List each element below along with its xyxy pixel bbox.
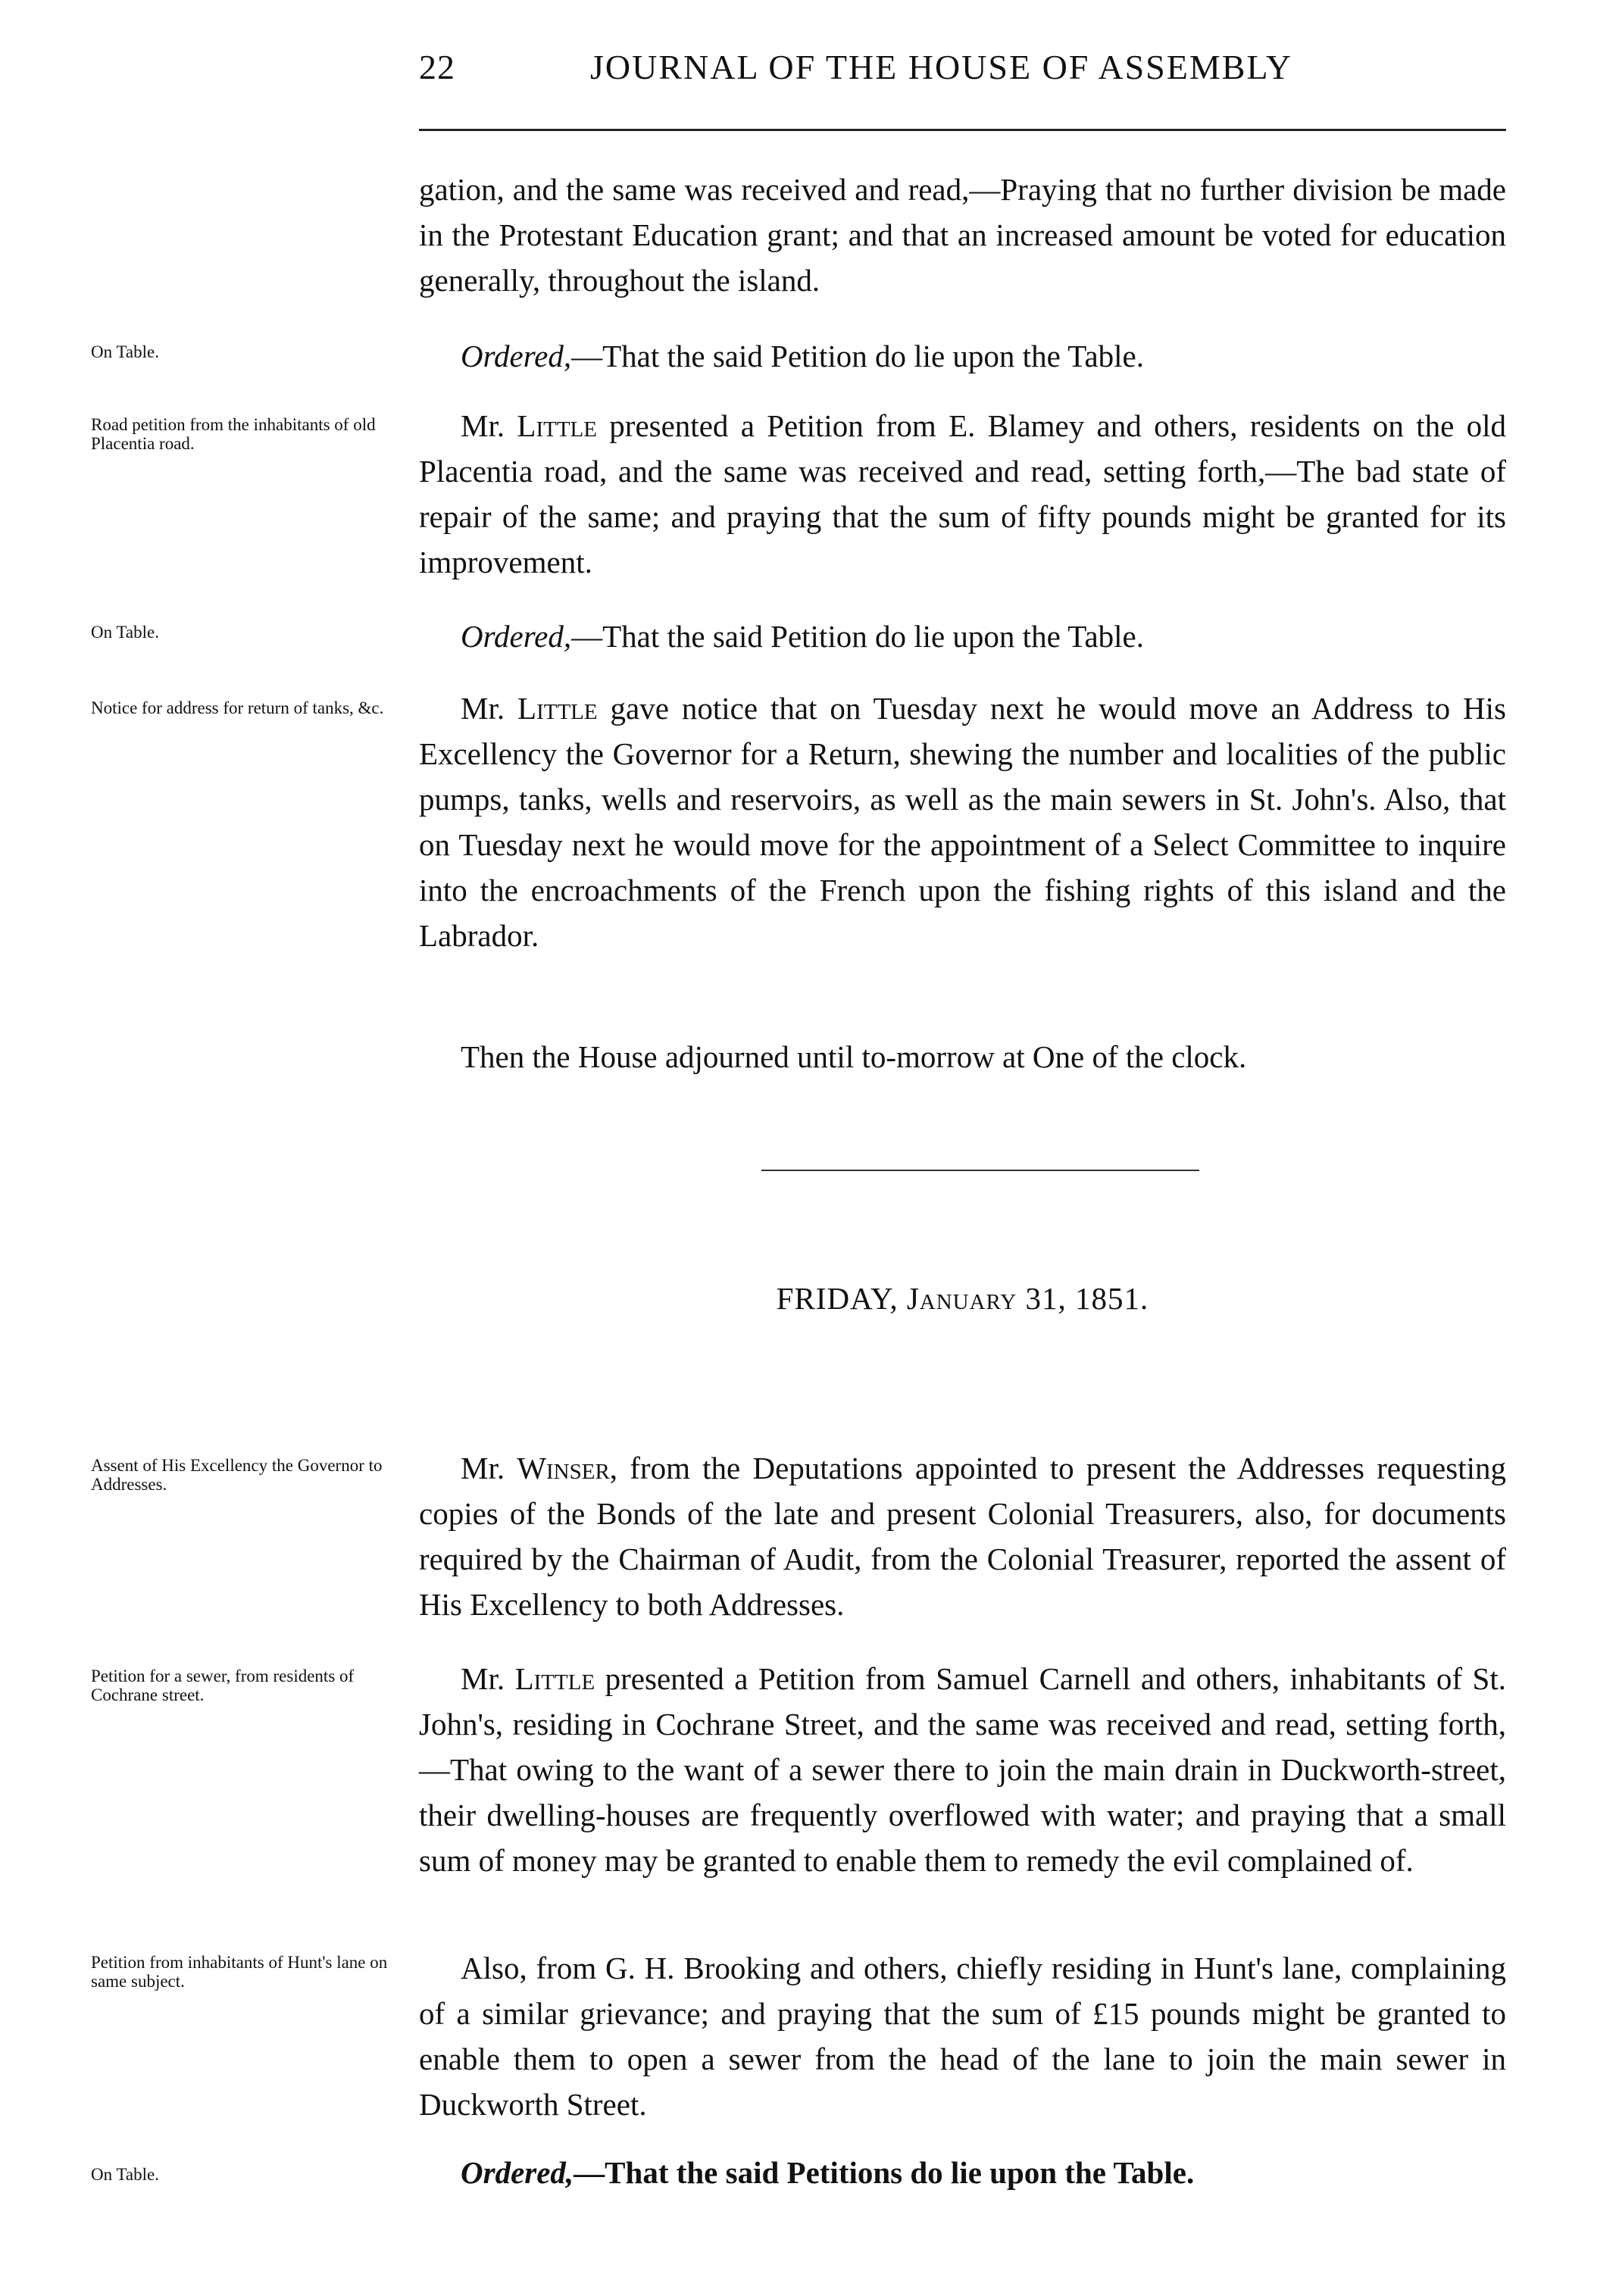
marginal-note: Petition from inhabitants of Hunt's lane on same subject. bbox=[91, 1953, 388, 1991]
header-rule bbox=[419, 129, 1506, 131]
dateline-date: 31, 1851. bbox=[1025, 1281, 1149, 1316]
paragraph-continuation bbox=[419, 167, 1506, 303]
marginal-note: On Table. bbox=[91, 623, 159, 642]
dateline-day: FRIDAY, bbox=[776, 1281, 899, 1316]
petition-paragraph bbox=[419, 403, 1506, 585]
page-number: 22 bbox=[419, 48, 455, 86]
order-paragraph bbox=[419, 2150, 1506, 2195]
paragraph-text: presented a Petition from Samuel Carnell and others, inhabitants of St. John's, residing in Cochrane Street, and the same was received and read, setting forth,—That owing to the want of a sewer there to join the main drain in Duckworth-street, their dwelling-houses are frequently overflowed with water; and praying that a small sum of money may be granted to enable them to remedy the evil complained of. bbox=[419, 1661, 1506, 1878]
member-name: Winser bbox=[517, 1451, 610, 1485]
paragraph-text: gation, and the same was received and read,—Praying that no further division be made in the Protestant Education grant; and that an increased amount be voted for education generally, throughout the island. bbox=[419, 172, 1506, 298]
marginal-note: Road petition from the inhabitants of old Placentia road. bbox=[91, 415, 376, 453]
marginal-note: Petition for a sewer, from residents of Cochrane street. bbox=[91, 1667, 355, 1704]
paragraph-text: gave notice that on Tuesday next he would move an Address to His Excellency the Governor for a Return, shewing the number and localities of the public pumps, tanks, wells and reservoirs, as well as the main sewers in St. John's. Also, that on Tuesday next he would move for the appointment of a Select Committee to inquire into the encroachments of the French upon the fishing rights of this island and the Labrador. bbox=[419, 691, 1506, 953]
paragraph-text: , from the Deputations appointed to present the Addresses requesting copies of the Bonds of the late and present Colonial Treasurers, also, for documents required by the Chairman of Audit, from the Colonial Treasurer, reported the assent of His Excellency to both Addresses. bbox=[419, 1451, 1506, 1622]
report-paragraph bbox=[419, 1445, 1506, 1627]
dateline bbox=[419, 1280, 1506, 1317]
order-paragraph bbox=[419, 614, 1506, 659]
petition-paragraph bbox=[419, 1945, 1506, 2127]
paragraph-text: —That the said Petitions do lie upon the Table. bbox=[574, 2155, 1195, 2190]
paragraph-lead: Mr. bbox=[461, 408, 517, 443]
adjournment-paragraph bbox=[419, 1034, 1506, 1079]
notice-paragraph bbox=[419, 686, 1506, 958]
marginal-note: On Table. bbox=[91, 342, 159, 361]
paragraph-lead: Mr. bbox=[461, 1661, 515, 1696]
paragraph-lead: Mr. bbox=[461, 1451, 517, 1485]
ordered-label: Ordered, bbox=[461, 619, 572, 654]
paragraph-text: Then the House adjourned until to-morrow at One of the clock. bbox=[461, 1039, 1247, 1074]
member-name: Little bbox=[517, 408, 597, 443]
dateline-month: January bbox=[906, 1281, 1017, 1316]
paragraph-text: Also, from G. H. Brooking and others, chiefly residing in Hunt's lane, complaining of a similar grievance; and praying that the sum of £15 pounds might be granted to enable them to open a sewer from the head of the lane to join the main sewer in Duckworth Street. bbox=[419, 1951, 1506, 2122]
member-name: Little bbox=[517, 691, 598, 726]
petition-paragraph bbox=[419, 1656, 1506, 1883]
running-title: JOURNAL OF THE HOUSE OF ASSEMBLY bbox=[590, 48, 1293, 86]
paragraph-lead: Mr. bbox=[461, 691, 518, 726]
marginal-note: On Table. bbox=[91, 2165, 159, 2184]
ordered-label: Ordered, bbox=[461, 339, 572, 373]
paragraph-text: —That the said Petition do lie upon the Table. bbox=[571, 619, 1145, 654]
paragraph-text: —That the said Petition do lie upon the Table. bbox=[571, 339, 1145, 373]
order-paragraph bbox=[419, 333, 1506, 379]
section-divider bbox=[761, 1170, 1199, 1171]
member-name: Little bbox=[514, 1661, 595, 1696]
page-header bbox=[419, 47, 1502, 100]
ordered-label: Ordered, bbox=[461, 2155, 574, 2190]
marginal-note: Assent of His Excellency the Governor to Addresses. bbox=[91, 1456, 383, 1494]
marginal-note: Notice for address for return of tanks, &c. bbox=[91, 698, 384, 717]
paragraph-text: presented a Petition from E. Blamey and others, residents on the old Placentia road, and the same was received and read, setting forth,—The bad state of repair of the same; and praying that the sum of fifty pounds might be granted for its improvement. bbox=[419, 408, 1506, 579]
